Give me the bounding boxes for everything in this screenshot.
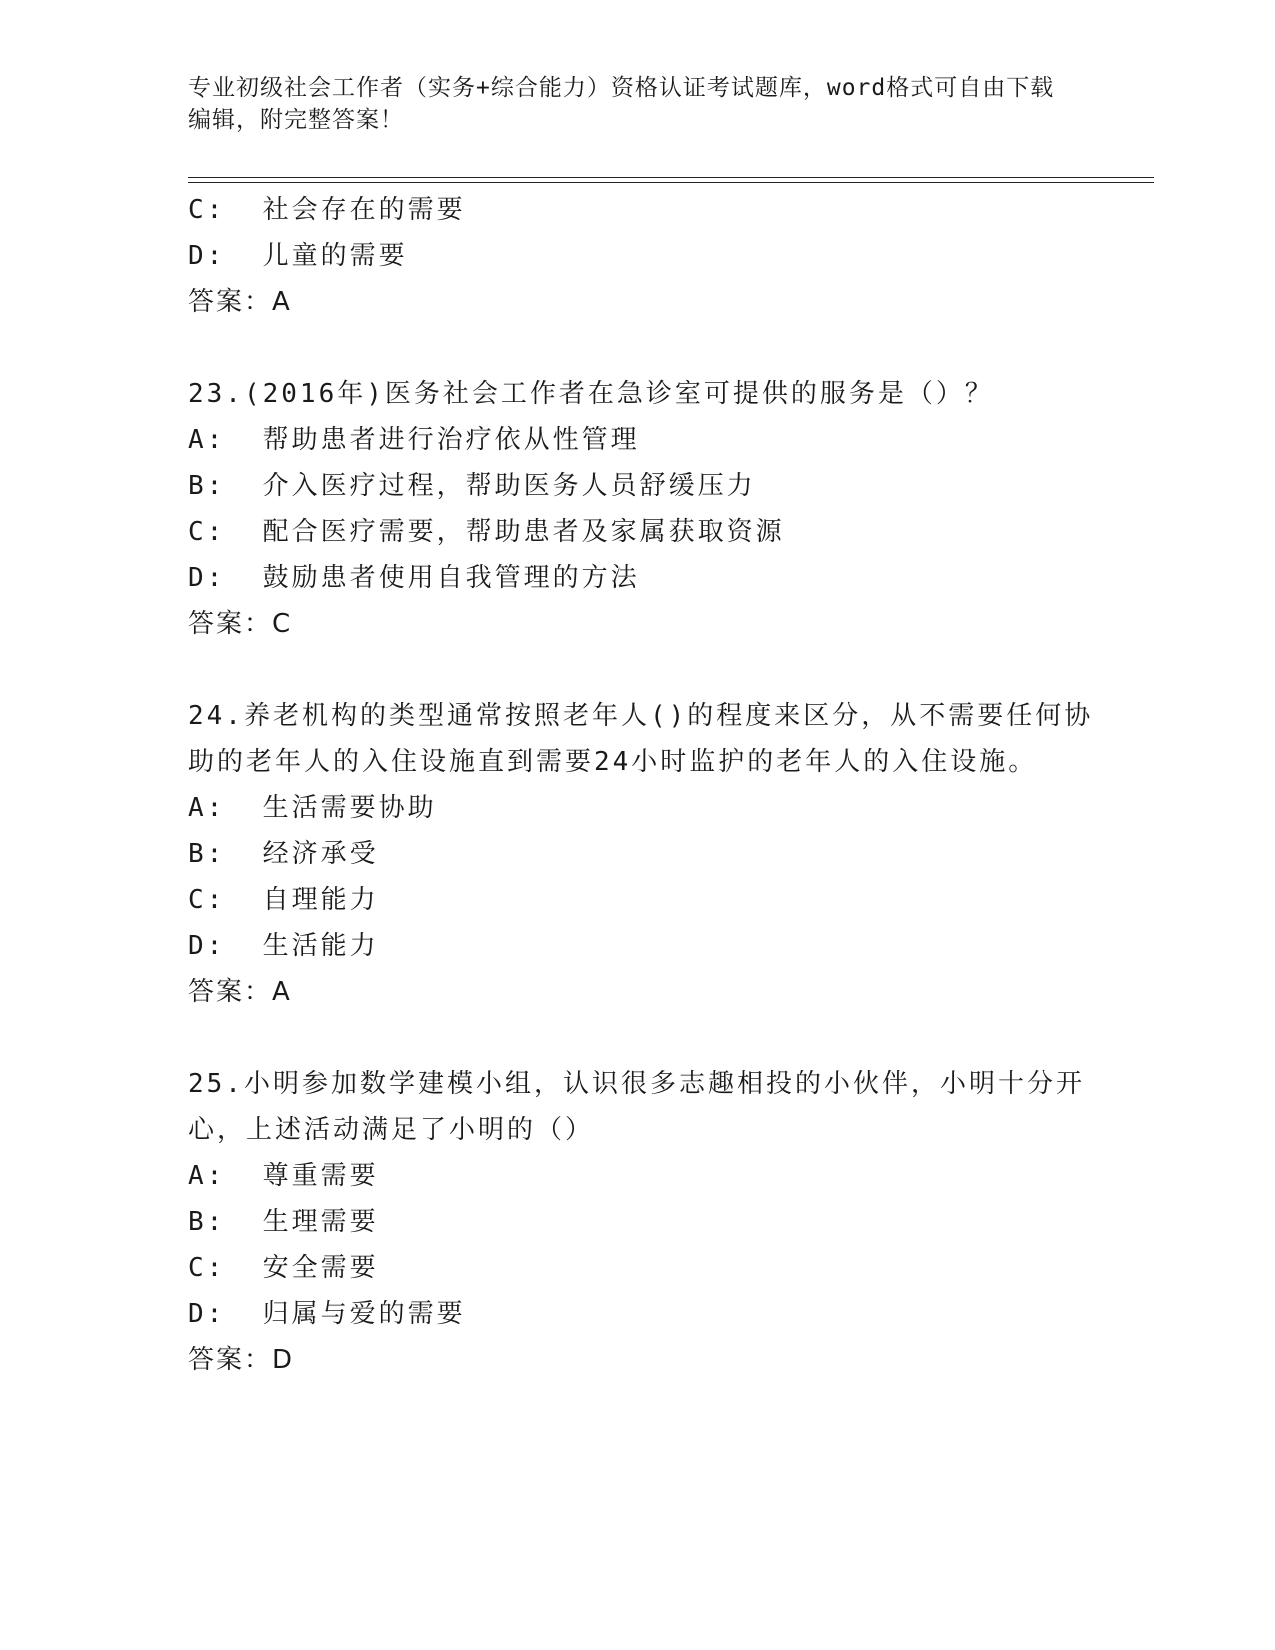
question-24	[188, 693, 1108, 1015]
option-a: A: 尊重需要	[188, 1161, 379, 1191]
option-d: D: 归属与爱的需要	[188, 1299, 466, 1329]
option-c: C: 安全需要	[188, 1253, 379, 1283]
answer-line: 答案：A	[188, 977, 292, 1007]
option-d: D: 鼓励患者使用自我管理的方法	[188, 563, 640, 593]
answer-line: 答案：C	[188, 609, 293, 639]
option-a: A: 帮助患者进行治疗依从性管理	[188, 425, 640, 455]
question-stem-line-1: 24.养老机构的类型通常按照老年人()的程度来区分，从不需要任何协	[188, 701, 1094, 731]
header-divider-top	[188, 177, 1154, 178]
option-b: B: 经济承受	[188, 839, 379, 869]
header-line-2: 编辑，附完整答案！	[188, 107, 404, 133]
page-header	[188, 72, 1088, 136]
option-b: B: 生理需要	[188, 1207, 379, 1237]
question-25	[188, 1061, 1108, 1383]
question-stem-line-2: 心，上述活动满足了小明的（）	[188, 1115, 595, 1145]
question-23	[188, 371, 1108, 647]
option-c: C: 自理能力	[188, 885, 379, 915]
option-d: D: 儿童的需要	[188, 241, 408, 271]
option-c: C: 配合医疗需要，帮助患者及家属获取资源	[188, 517, 785, 547]
option-d: D: 生活能力	[188, 931, 379, 961]
header-line-1: 专业初级社会工作者（实务+综合能力）资格认证考试题库，word格式可自由下载	[188, 75, 1055, 101]
question-stem-line-2: 助的老年人的入住设施直到需要24小时监护的老年人的入住设施。	[188, 747, 1038, 777]
question-stem: 23.(2016年)医务社会工作者在急诊室可提供的服务是（）？	[188, 379, 994, 409]
question-stem-line-1: 25.小明参加数学建模小组，认识很多志趣相投的小伙伴，小明十分开	[188, 1069, 1085, 1099]
answer-line: 答案：D	[188, 1345, 295, 1375]
answer-line: 答案：A	[188, 287, 292, 317]
option-b: B: 介入医疗过程，帮助医务人员舒缓压力	[188, 471, 756, 501]
question-list	[188, 187, 1108, 1383]
option-c: C: 社会存在的需要	[188, 195, 466, 225]
question-22-tail	[188, 187, 1108, 325]
header-divider-bottom	[188, 182, 1154, 183]
option-a: A: 生活需要协助	[188, 793, 437, 823]
